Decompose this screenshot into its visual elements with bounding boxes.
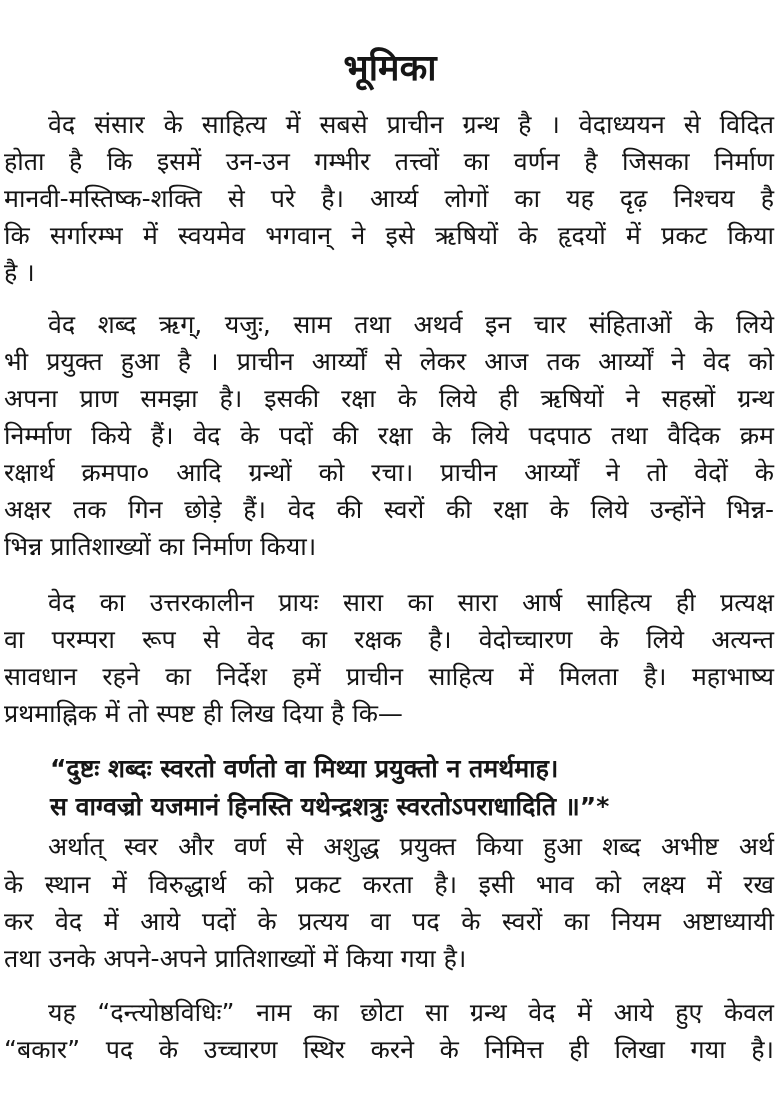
text-line: रक्षार्थ क्रमपा० आदि ग्रन्थों को रचा। प्राचीन आर्य्यों ने तो वेदों के [4,458,774,487]
text-line: सावधान रहने का निर्देश हमें प्राचीन साहित्य में मिलता है। महाभाष्य [4,662,774,691]
text-line: कर वेद में आये पदों के प्रत्यय वा पद के स्वरों का नियम अष्टाध्यायी [4,907,774,936]
text-line: भी प्रयुक्त हुआ है । प्राचीन आर्य्यों से लेकर आज तक आर्य्यों ने वेद को [4,347,774,376]
text-line: यह “दन्त्योष्ठविधिः” नाम का छोटा सा ग्रन्थ वेद में आये हुए केवल [48,998,774,1027]
text-line: अक्षर तक गिन छोड़े हैं। वेद की स्वरों की रक्षा के लिये उन्होंने भिन्न- [4,495,774,524]
text-line: होता है कि इसमें उन-उन गम्भीर तत्त्वों का वर्णन है जिसका निर्माण [4,147,774,176]
text-line: तथा उनके अपने-अपने प्रातिशाख्यों में किया गया है। [4,944,467,973]
text-line: कि सर्गारम्भ में स्वयमेव भगवान् ने इसे ऋषियों के हृदयों में प्रकट किया [4,221,774,250]
text-line: अर्थात् स्वर और वर्ण से अशुद्ध प्रयुक्त किया हुआ शब्द अभीष्ट अर्थ [48,832,774,861]
text-line: वेद का उत्तरकालीन प्रायः सारा का सारा आर्ष साहित्य ही प्रत्यक्ष [48,588,774,617]
text-line: के स्थान में विरुद्धार्थ को प्रकट करता है। इसी भाव को लक्ष्य में रख [4,870,774,899]
text-line: भिन्न प्रातिशाख्यों का निर्माण किया। [4,532,317,561]
text-line: वेद शब्द ऋग्, यजुः, साम तथा अथर्व इन चार संहिताओं के लिये [48,310,774,339]
text-line: मानवी-मस्तिष्क-शक्ति से परे है। आर्य्य लोगों का यह दृढ़ निश्चय है [4,184,774,213]
text-line: अपना प्राण समझा है। इसकी रक्षा के लिये ही ऋषियों ने सहस्रों ग्रन्थ [4,384,774,413]
page-title: भूमिका [343,48,437,89]
text-line: निर्म्माण किये हैं। वेद के पदों की रक्षा के लिये पदपाठ तथा वैदिक क्रम [4,421,774,450]
text-line: वेद संसार के साहित्य में सबसे प्राचीन ग्रन्थ है । वेदाध्ययन से विदित [48,110,774,139]
quote-line: “दुष्टः शब्दः स्वरतो वर्णतो वा मिथ्या प्रयुक्तो न तमर्थमाह। [50,754,559,783]
quote-line: स वाग्वज्रो यजमानं हिनस्ति यथेन्द्रशत्रुः स्वरतोऽपराधादिति ॥”* [50,792,610,821]
text-line: है । [4,258,35,287]
text-line: प्रथमाह्निक में तो स्पष्ट ही लिख दिया है कि— [4,699,403,728]
text-line: वा परम्परा रूप से वेद का रक्षक है। वेदोच्चारण के लिये अत्यन्त [4,625,774,654]
text-line: “बकार” पद के उच्चारण स्थिर करने के निमित्त ही लिखा गया है। [4,1035,774,1064]
